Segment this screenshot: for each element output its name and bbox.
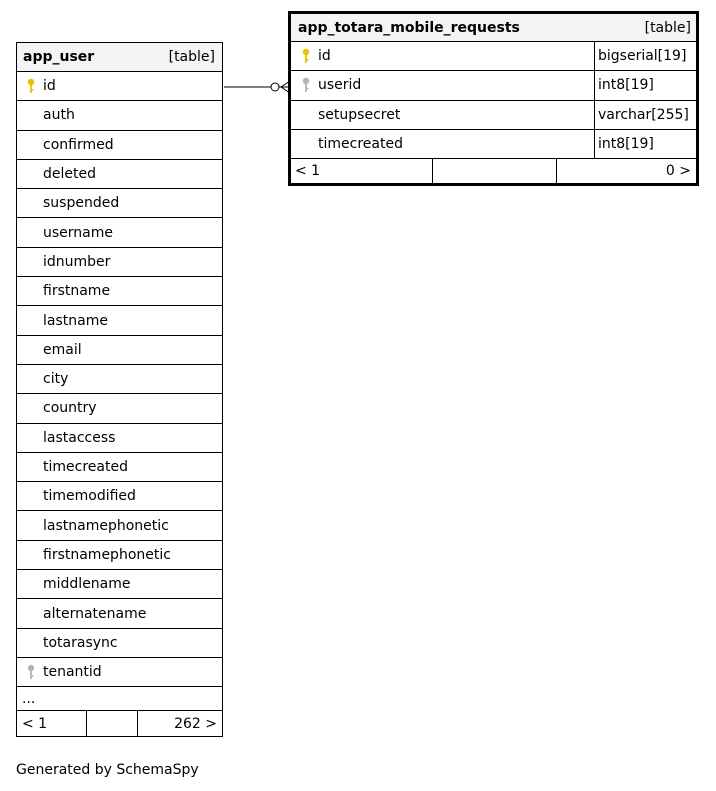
foreign-key-icon — [302, 77, 310, 93]
column-name: id — [318, 48, 331, 65]
parents-count[interactable]: < 1 — [295, 163, 321, 180]
mobile-requests-table — [288, 11, 699, 186]
table-type-tag: [table] — [644, 19, 691, 36]
column-row — [17, 424, 222, 453]
children-count[interactable]: 0 > — [665, 163, 691, 180]
column-row — [17, 365, 222, 394]
column-row — [17, 277, 222, 306]
column-type: bigserial[19] — [598, 48, 687, 65]
column-name: timecreated — [43, 459, 128, 476]
column-name: id — [43, 78, 56, 95]
column-name: country — [43, 400, 97, 417]
column-name: auth — [43, 107, 75, 124]
column-name: suspended — [43, 195, 120, 212]
column-row — [17, 570, 222, 599]
column-name: firstname — [43, 283, 111, 300]
column-name: email — [43, 341, 82, 358]
column-row — [17, 72, 222, 101]
column-row — [291, 130, 696, 159]
column-name: setupsecret — [318, 106, 401, 123]
more-columns-row — [17, 687, 222, 711]
column-name: timecreated — [318, 136, 403, 153]
primary-key-icon — [27, 78, 35, 94]
table-name: app_totara_mobile_requests — [298, 19, 520, 36]
column-name: middlename — [43, 576, 131, 593]
column-row — [17, 219, 222, 248]
parents-count[interactable]: < 1 — [22, 715, 48, 732]
column-row — [17, 336, 222, 365]
column-row — [17, 453, 222, 482]
footer-text: Generated by SchemaSpy — [16, 762, 199, 778]
more-indicator: ... — [22, 690, 36, 707]
column-row — [291, 42, 696, 71]
column-name: firstnamephonetic — [43, 546, 171, 563]
column-row — [17, 160, 222, 189]
column-name: userid — [318, 77, 362, 94]
column-row — [17, 131, 222, 160]
column-name: lastname — [43, 312, 108, 329]
relationship-footer — [291, 159, 696, 183]
column-row — [17, 248, 222, 277]
column-name: totarasync — [43, 634, 118, 651]
column-row — [17, 629, 222, 658]
column-row — [17, 599, 222, 628]
column-type: int8[19] — [598, 136, 654, 153]
primary-key-icon — [302, 48, 310, 64]
column-row — [17, 394, 222, 423]
column-name: username — [43, 224, 113, 241]
column-name: city — [43, 371, 69, 388]
column-name: timemodified — [43, 488, 136, 505]
column-name: alternatename — [43, 605, 147, 622]
column-name: deleted — [43, 166, 96, 183]
relationship-footer — [17, 711, 222, 736]
column-row — [291, 101, 696, 130]
app-user-table — [16, 42, 223, 737]
column-name: idnumber — [43, 253, 111, 270]
column-row — [17, 482, 222, 511]
table-type-tag: [table] — [168, 49, 215, 65]
column-name: tenantid — [43, 664, 102, 681]
column-name: confirmed — [43, 136, 114, 153]
column-row — [17, 658, 222, 687]
column-type: int8[19] — [598, 77, 654, 94]
column-type: varchar[255] — [598, 106, 689, 123]
column-row — [17, 189, 222, 218]
children-count[interactable]: 262 > — [174, 715, 217, 732]
table-name: app_user — [23, 49, 95, 65]
column-row — [17, 541, 222, 570]
column-name: lastaccess — [43, 429, 116, 446]
table-header — [291, 14, 696, 42]
zero-cardinality-marker — [271, 83, 279, 91]
column-name: lastnamephonetic — [43, 517, 169, 534]
column-row — [291, 71, 696, 100]
foreign-key-icon — [27, 664, 35, 680]
column-row — [17, 306, 222, 335]
column-row — [17, 512, 222, 541]
column-row — [17, 101, 222, 130]
table-header — [17, 43, 222, 72]
